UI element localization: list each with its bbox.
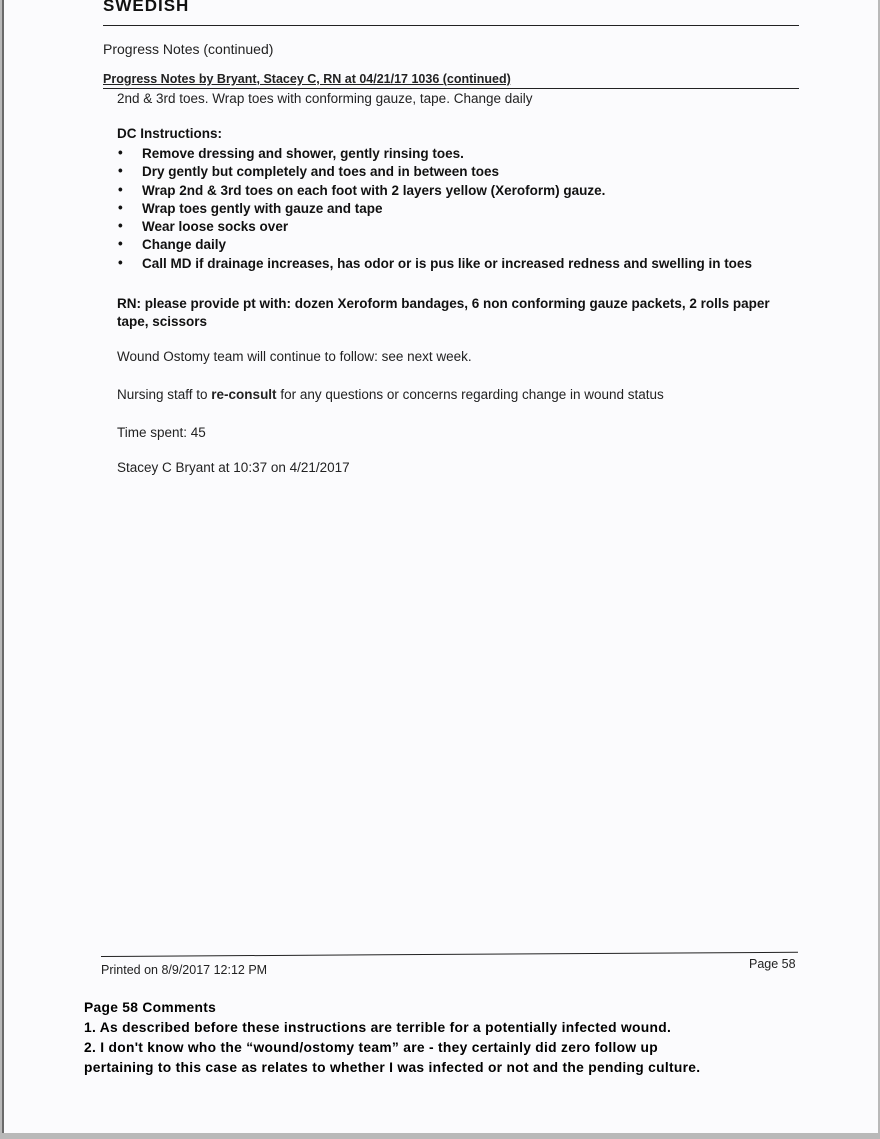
nursing-note-prefix: Nursing staff to [117,387,212,402]
nursing-note-emphasis: re-consult [211,387,277,402]
document-page [2,0,878,1133]
list-item-text: Remove dressing and shower, gently rinsing toes. [142,146,464,161]
scan-edge [2,0,4,1133]
list-item-text: Call MD if drainage increases, has odor or is pus like or increased redness and swelling in toes [142,255,752,271]
hospital-logo-text: SWEDISH [103,0,190,15]
section-title: Progress Notes (continued) [103,41,274,57]
list-item [117,219,752,237]
list-item [117,164,752,182]
note-header: Progress Notes by Bryant, Stacey C, RN at 04/21/17 1036 (continued) [103,72,511,86]
list-item [117,237,752,255]
list-item-text: Wrap toes gently with gauze and tape [142,200,383,216]
wound-team-note: Wound Ostomy team will continue to follow: see next week. [117,349,472,364]
time-spent: Time spent: 45 [117,425,206,440]
page-number: Page 58 [749,957,796,971]
nursing-note-suffix: for any questions or concerns regarding change in wound status [276,387,664,402]
list-item [117,146,752,164]
footer-divider [101,952,798,957]
dc-instructions-heading: DC Instructions: [117,126,223,141]
comments-heading: Page 58 Comments [84,1000,217,1015]
bullet-icon: • [118,199,123,215]
rn-supply-instructions: RN: please provide pt with: dozen Xeroform bandages, 6 non conforming gauze packets, 2 rolls paper tape, scissors [117,296,770,329]
list-item-text: Dry gently but completely and toes and in between toes [142,164,500,180]
note-header-divider [103,88,799,89]
bullet-icon: • [118,236,123,252]
dc-instructions-list [117,146,752,274]
list-item-text: Wrap 2nd & 3rd toes on each foot with 2 layers yellow (Xeroform) gauze. [142,182,606,198]
list-item [117,183,752,201]
bullet-icon: • [118,218,123,234]
list-item [117,256,752,274]
bullet-icon: • [118,254,123,270]
comment-line: 2. I don't know who the “wound/ostomy team” are - they certainly did zero follow up [84,1040,658,1055]
printed-timestamp: Printed on 8/9/2017 12:12 PM [101,963,268,977]
list-item-text: Change daily [142,237,227,253]
list-item [117,201,752,219]
header-divider [103,25,799,26]
note-continued-line: 2nd & 3rd toes. Wrap toes with conforming gauze, tape. Change daily [117,91,533,106]
bullet-icon: • [118,181,123,197]
bullet-icon: • [118,163,123,179]
bullet-icon: • [118,145,123,160]
nursing-note [117,387,664,402]
comment-line: pertaining to this case as relates to whether I was infected or not and the pending culture. [84,1060,701,1075]
list-item-text: Wear loose socks over [142,219,289,235]
signature-line: Stacey C Bryant at 10:37 on 4/21/2017 [117,460,350,475]
comment-line: 1. As described before these instructions are terrible for a potentially infected wound. [84,1020,672,1035]
